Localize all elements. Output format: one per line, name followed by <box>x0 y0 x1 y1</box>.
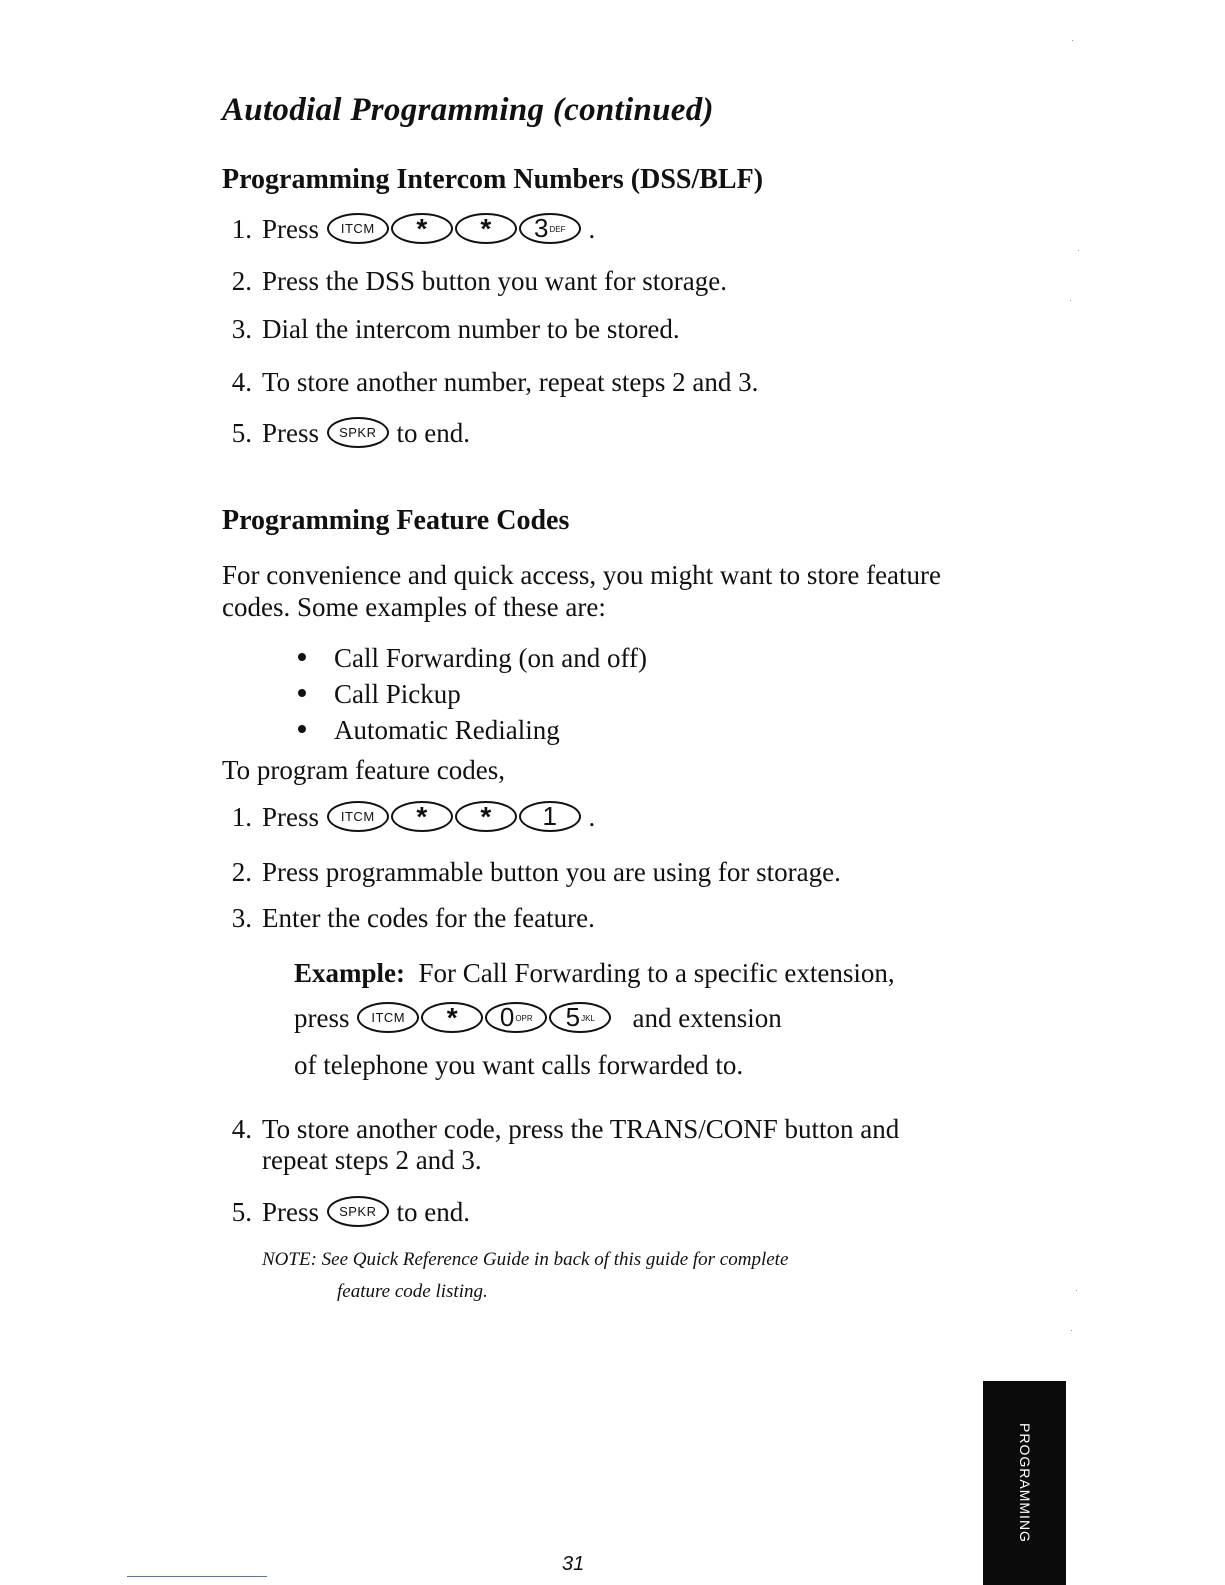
key-digit: 3 <box>534 213 549 244</box>
spkr-key-icon: SPKR <box>327 1196 389 1227</box>
step-number: 2. <box>231 266 252 296</box>
step-number: 3. <box>231 903 252 933</box>
bullet-dot-icon <box>298 725 306 733</box>
bullet-item <box>298 715 560 746</box>
bullet-dot-icon <box>298 689 306 697</box>
step-text <box>262 1114 899 1176</box>
star-key-icon: * <box>455 213 517 244</box>
bullet-dot-icon <box>298 653 306 661</box>
step-line: To store another code, press the TRANS/CONF button and <box>262 1114 900 1144</box>
key-letters: DEF <box>549 225 566 235</box>
star-key-icon: * <box>391 213 453 244</box>
key-letters: OPR <box>515 1014 533 1024</box>
example-label: Example: <box>294 958 405 988</box>
note-line-2: feature code listing. <box>337 1281 488 1302</box>
example-keys-line <box>294 1003 782 1036</box>
one-key-icon: 1 <box>519 801 581 832</box>
step-5-feature <box>222 1197 922 1233</box>
step-number: 3. <box>231 314 252 344</box>
to-end-label: to end. <box>396 418 471 448</box>
star-key-icon: * <box>455 801 517 832</box>
bullet-text: Call Forwarding (on and off) <box>334 643 647 673</box>
page-title: Autodial Programming (continued) <box>222 92 714 128</box>
section-heading-intercom: Programming Intercom Numbers (DSS/BLF) <box>222 164 764 195</box>
step-text: Press the DSS button you want for storage. <box>262 266 727 296</box>
step-text <box>262 214 595 247</box>
step-text <box>262 802 595 835</box>
intro-line: For convenience and quick access, you might want to store feature <box>222 560 942 590</box>
feature-codes-lead: To program feature codes, <box>222 755 505 785</box>
press-label: Press <box>262 802 320 832</box>
step-3-feature <box>222 903 922 939</box>
step-text <box>262 418 470 451</box>
star-key-icon: * <box>391 801 453 832</box>
scan-line-decoration <box>127 1576 267 1577</box>
scan-speck <box>1070 300 1071 301</box>
step-number: 5. <box>231 1197 252 1227</box>
star-key-icon: * <box>421 1002 483 1033</box>
step-number: 4. <box>231 367 252 397</box>
scan-speck <box>1076 1290 1077 1291</box>
step-4-feature <box>222 1114 962 1186</box>
step-line: repeat steps 2 and 3. <box>262 1145 482 1175</box>
side-section-tab <box>983 1381 1066 1585</box>
step-period: . <box>588 802 596 832</box>
step-5-intercom <box>222 418 922 454</box>
scan-speck <box>1072 40 1073 41</box>
example-text: For Call Forwarding to a specific extension, <box>418 958 895 988</box>
step-1-feature <box>222 802 922 838</box>
intro-line: codes. Some examples of these are: <box>222 592 606 622</box>
step-text: To store another number, repeat steps 2 and 3. <box>262 367 759 397</box>
step-2-intercom <box>222 266 922 302</box>
to-end-label: to end. <box>396 1197 471 1227</box>
section-heading-feature-codes: Programming Feature Codes <box>222 505 570 536</box>
press-label: Press <box>262 1197 320 1227</box>
intro-paragraph <box>222 559 962 623</box>
page-number: 31 <box>562 1553 585 1575</box>
step-number: 5. <box>231 418 252 448</box>
step-text <box>262 1197 470 1230</box>
step-period: . <box>588 214 596 244</box>
step-number: 4. <box>231 1114 252 1144</box>
spkr-key-icon: SPKR <box>327 417 389 448</box>
key-digit: 0 <box>499 1002 515 1033</box>
step-number: 1. <box>231 802 252 832</box>
example-line <box>294 958 895 989</box>
bullet-text: Automatic Redialing <box>334 715 560 745</box>
side-tab-label: PROGRAMMING <box>1016 1423 1033 1543</box>
itcm-key-icon: ITCM <box>327 213 389 244</box>
step-number: 1. <box>231 214 252 244</box>
scan-speck <box>1071 1330 1072 1331</box>
example-after: and extension <box>632 1003 782 1033</box>
key-letters: JKL <box>581 1014 595 1024</box>
key-digit: 5 <box>565 1002 581 1033</box>
scan-speck <box>1078 250 1079 251</box>
bullet-item <box>298 643 647 674</box>
five-key-icon <box>549 1002 611 1033</box>
bullet-text: Call Pickup <box>334 679 461 709</box>
example-line3: of telephone you want calls forwarded to. <box>294 1050 744 1080</box>
three-key-icon <box>519 213 581 244</box>
press-label: press <box>294 1003 350 1033</box>
step-4-intercom <box>222 367 922 403</box>
step-number: 2. <box>231 857 252 887</box>
bullet-item <box>298 679 461 710</box>
step-1-intercom <box>222 214 922 250</box>
step-2-feature <box>222 857 942 893</box>
itcm-key-icon: ITCM <box>327 801 389 832</box>
step-text: Enter the codes for the feature. <box>262 903 595 933</box>
step-3-intercom <box>222 314 922 350</box>
step-text: Dial the intercom number to be stored. <box>262 314 680 344</box>
itcm-key-icon: ITCM <box>357 1002 419 1033</box>
press-label: Press <box>262 214 320 244</box>
zero-key-icon <box>485 1002 547 1033</box>
note-line-1: NOTE: See Quick Reference Guide in back of this guide for complete <box>262 1249 789 1270</box>
press-label: Press <box>262 418 320 448</box>
step-text: Press programmable button you are using for storage. <box>262 857 841 887</box>
